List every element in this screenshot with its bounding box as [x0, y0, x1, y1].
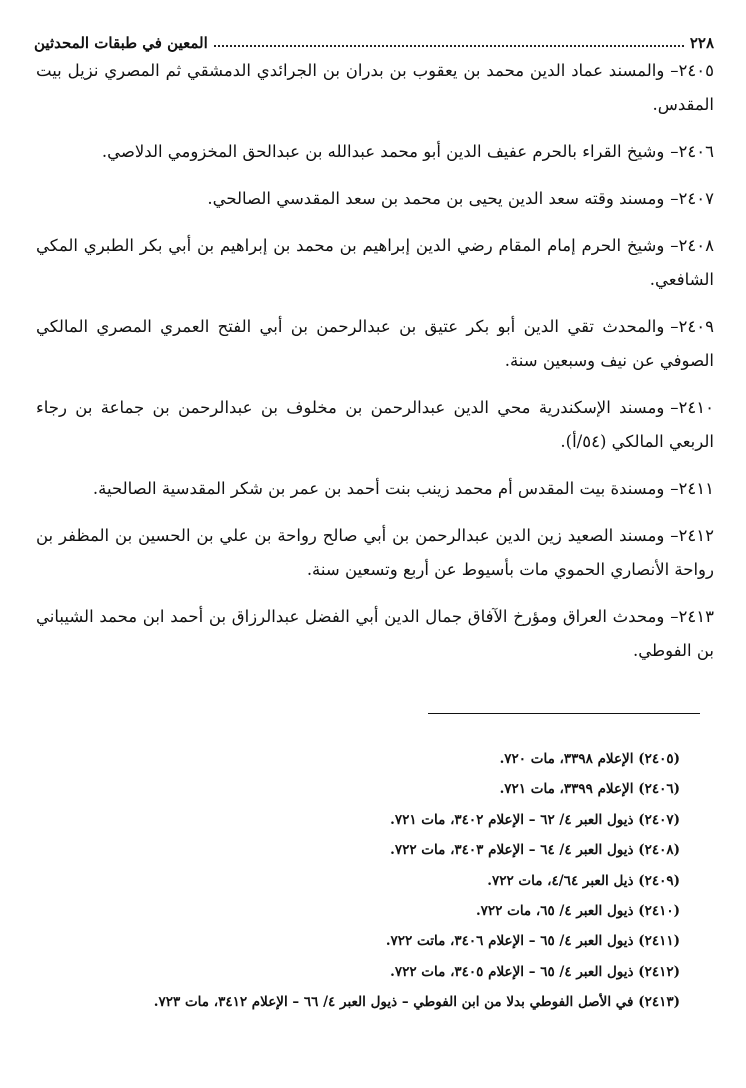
footnote: (٢٤٠٨) ذيول العبر ٤/ ٦٤ – الإعلام ٣٤٠٣، مات ٧٢٢.: [390, 842, 680, 859]
entry-2407: [34, 182, 714, 216]
entry-2406: [34, 135, 714, 169]
entry-2405: [34, 54, 714, 122]
book-page: [34, 28, 714, 668]
entry-number: ٢٤١٠–: [670, 398, 714, 417]
entry-2408: [34, 229, 714, 297]
entry-number: ٢٤٠٨–: [670, 236, 714, 255]
footnote: (٢٤٠٩) ذيل العبر ٤/٦٤، مات ٧٢٢.: [487, 872, 680, 889]
running-title: المعين في طبقات المحدثين: [34, 34, 208, 52]
header-dotted-leader: [214, 45, 684, 47]
entry-text: والمحدث تقي الدين أبو بكر عتيق بن عبدالرحمن بن أبي الفتح العمري المصري المالكي الصوفي عن نيف وسبعين سنة.: [36, 317, 714, 370]
entry-number: ٢٤٠٧–: [670, 189, 714, 208]
entry-number: ٢٤١٢–: [670, 526, 714, 545]
entry-2411: [34, 472, 714, 506]
entry-text: وشيخ الحرم إمام المقام رضي الدين إبراهيم بن محمد بن إبراهيم بن أبي بكر الطبري المكي الشافعي.: [36, 236, 714, 289]
entry-2413: [34, 600, 714, 668]
entry-2410: [34, 391, 714, 459]
footnote: (٢٤١٢) ذيول العبر ٤/ ٦٥ – الإعلام ٣٤٠٥، مات ٧٢٢.: [390, 963, 680, 980]
running-header: [34, 28, 714, 52]
entry-text: ومسند وقته سعد الدين يحيى بن محمد بن سعد المقدسي الصالحي.: [207, 189, 665, 208]
entry-number: ٢٤١٣–: [670, 607, 714, 626]
entry-2412: [34, 519, 714, 587]
footnote: (٢٤٠٥) الإعلام ٣٣٩٨، مات ٧٢٠.: [499, 751, 680, 767]
entry-text: وشيخ القراء بالحرم عفيف الدين أبو محمد عبدالله بن عبدالحق المخزومي الدلاصي.: [101, 142, 665, 161]
page-number: ٢٢٨: [689, 34, 714, 52]
entry-text: والمسند عماد الدين محمد بن يعقوب بن بدران بن الجرائدي الدمشقي ثم المصري نزيل بيت المقدس.: [36, 61, 714, 114]
entry-text: ومسندة بيت المقدس أم محمد زينب بنت أحمد بن عمر بن شكر المقدسية الصالحية.: [92, 479, 665, 498]
footnote: (٢٤١٠) ذيول العبر ٤/ ٦٥، مات ٧٢٢.: [475, 903, 680, 920]
footnote: (٢٤١٣) في الأصل الفوطي بدلا من ابن الفوطي – ذيول العبر ٤/ ٦٦ – الإعلام ٣٤١٢، مات ٧٢٣.: [153, 994, 680, 1011]
footnote: (٢٤١١) ذيول العبر ٤/ ٦٥ – الإعلام ٣٤٠٦، ماتت ٧٢٢.: [385, 933, 680, 950]
entry-text: ومسند الصعيد زين الدين عبدالرحمن بن أبي صالح رواحة بن علي بن الحسين بن المظفر بن رواحة الأنصاري الحموي مات بأسيوط عن أربع وتسعين سنة.: [36, 526, 714, 579]
entry-number: ٢٤٠٥–: [670, 61, 714, 80]
entries-list: [34, 54, 714, 668]
footnotes: [52, 744, 680, 1018]
entry-number: ٢٤١١–: [670, 479, 714, 498]
entry-number: ٢٤٠٩–: [670, 317, 714, 336]
entry-text: ومحدث العراق ومؤرخ الآفاق جمال الدين أبي الفضل عبدالرزاق بن أحمد ابن محمد الشيباني بن الفوطي.: [36, 607, 714, 660]
entry-number: ٢٤٠٦–: [670, 142, 714, 161]
footnote-separator: [428, 713, 700, 714]
footnote: (٢٤٠٧) ذيول العبر ٤/ ٦٢ – الإعلام ٣٤٠٢، مات ٧٢١.: [390, 811, 680, 828]
entry-2409: [34, 310, 714, 378]
entry-text: ومسند الإسكندرية محي الدين عبدالرحمن بن مخلوف بن عبدالرحمن بن جماعة بن رجاء الربعي المالكي (٥٤/أ).: [36, 398, 714, 451]
footnote: (٢٤٠٦) الإعلام ٣٣٩٩، مات ٧٢١.: [499, 781, 680, 798]
